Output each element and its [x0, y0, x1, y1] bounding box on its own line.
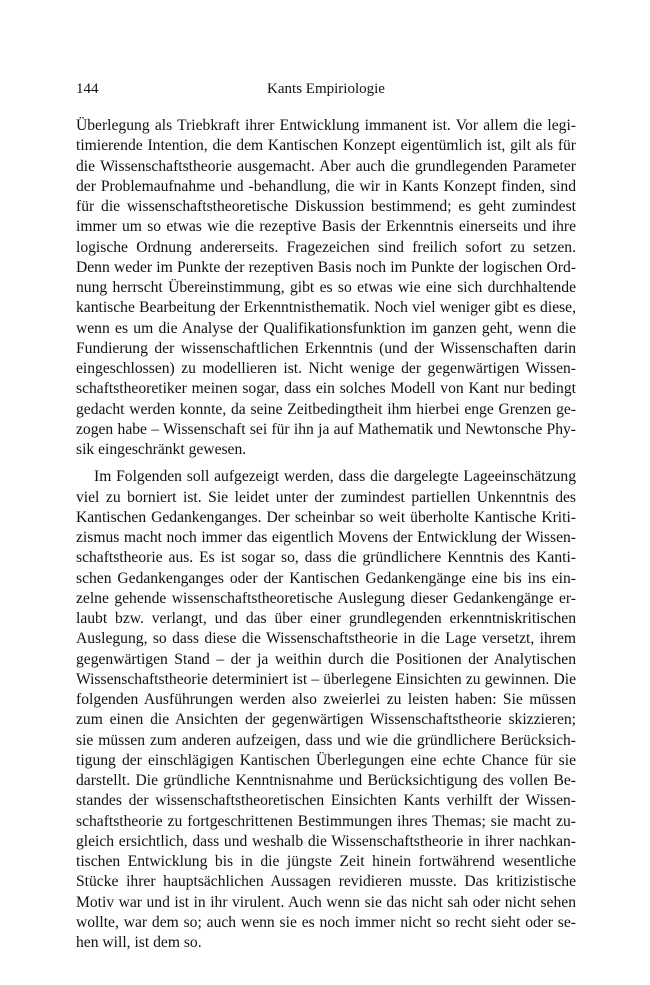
text-line: Stücke ihrer hauptsächlichen Aussagen revidieren musste. Das kritizistische	[76, 873, 576, 891]
text-line: Auslegung, so dass diese die Wissenschaftstheorie in die Lage versetzt, ihrem	[76, 630, 576, 648]
text-line: wollte, war dem so; auch wenn sie es noch immer nicht so recht sieht oder se-	[76, 913, 576, 931]
paragraph-2	[76, 467, 576, 953]
text-line: sik eingeschränkt gewesen.	[76, 441, 247, 458]
text-line: schen Gedankenganges oder der Kantischen Gedankengänge eine bis ins ein-	[76, 569, 576, 587]
text-line: eingeschlossen) zu modellieren ist. Nicht wenige der gegenwärtigen Wissen-	[76, 360, 576, 377]
text-line: Im Folgenden soll aufgezeigt werden, dass die dargelegte Lageeinschätzung	[94, 468, 576, 486]
text-line: viel zu borniert ist. Sie leidet unter der zumindest partiellen Unkenntnis des	[76, 488, 576, 506]
text-line: schaftstheoretiker meinen sogar, dass ein solches Modell von Kant nur bedingt	[76, 380, 576, 398]
text-line: folgenden Ausführungen werden also zweierlei zu leisten haben: Sie müssen	[76, 691, 576, 708]
text-line: gegenwärtigen Stand – der ja weithin durch die Positionen der Analytischen	[76, 650, 576, 668]
text-line: immer um so etwas wie die rezeptive Basis der Erkenntnis einerseits und ihre	[76, 218, 576, 236]
text-line: zelne gehende wissenschaftstheoretische Auslegung dieser Gedankengänge er-	[76, 589, 576, 607]
text-line: schaftstheorie zu fortgeschrittenen Bestimmungen ihres Themas; sie macht zu-	[76, 812, 576, 830]
text-line: timierende Intention, die dem Kantischen Konzept eigentümlich ist, gilt als für	[76, 137, 576, 155]
text-line: zum einen die Ansichten der gegenwärtigen Wissenschaftstheorie skizzieren;	[76, 711, 576, 729]
text-line: Motiv war und ist in ihr virulent. Auch wenn sie das nicht sah oder nicht sehen	[76, 893, 576, 911]
paragraph-spacer	[76, 460, 576, 467]
text-line: gleich ersichtlich, dass und weshalb die Wissenschaftstheorie in ihrer nachkan-	[76, 832, 576, 850]
text-line: schaftstheorie aus. Es ist sogar so, dass die gründlichere Kenntnis des Kanti-	[76, 549, 576, 567]
text-line: die Wissenschaftstheorie ausgemacht. Aber auch die grundlegenden Parameter	[76, 157, 576, 175]
text-line: Wissenschaftstheorie determiniert ist – überlegene Einsichten zu gewinnen. Die	[76, 670, 576, 688]
text-line: der Problemaufnahme und -behandlung, die wir in Kants Konzept finden, sind	[76, 177, 576, 195]
text-line: Denn weder im Punkte der rezeptiven Basis noch im Punkte der logischen Ord-	[76, 258, 576, 276]
text-line: standes der wissenschaftstheoretischen Einsichten Kants verhilft der Wissen-	[76, 792, 576, 810]
text-line: nung herrscht Übereinstimmung, gibt es so etwas wie eine sich durchhaltende	[76, 279, 576, 296]
text-line: wenn es um die Analyse der Qualifikationsfunktion im ganzen geht, wenn die	[76, 319, 576, 337]
text-line: logische Ordnung andererseits. Fragezeichen sind freilich sofort zu setzen.	[76, 238, 576, 256]
text-line: Fundierung der wissenschaftlichen Erkenntnis (und der Wissenschaften darin	[76, 339, 576, 357]
text-line: gedacht werden konnte, da seine Zeitbedingtheit ihm hierbei enge Grenzen ge-	[76, 400, 576, 418]
text-line: darstellt. Die gründliche Kenntnisnahme und Berücksichtigung des vollen Be-	[76, 772, 576, 789]
text-line: Kantischen Gedankenganges. Der scheinbar so weit überholte Kantische Kriti-	[76, 508, 576, 526]
text-line: laubt bzw. verlangt, und das über einer grundlegenden erkenntniskritischen	[76, 610, 576, 627]
running-title: Kants Empiriologie	[267, 81, 385, 97]
text-line: sie müssen zum anderen aufzeigen, dass und wie die gründlichere Berücksich-	[76, 731, 576, 749]
running-header	[76, 78, 576, 100]
body-text	[76, 116, 576, 953]
text-line: tigung der einschlägigen Kantischen Überlegungen eine echte Chance für sie	[76, 751, 576, 769]
text-line: tischen Entwicklung bis in die jüngste Zeit hinein fortwährend wesentliche	[76, 853, 576, 870]
text-line: zogen habe – Wissenschaft sei für ihn ja auf Mathematik und Newtonsche Phy-	[76, 420, 576, 438]
page-number: 144	[76, 81, 99, 97]
text-line: zismus macht noch immer das eigentlich Movens der Entwicklung der Wissen-	[76, 529, 576, 546]
text-line: Überlegung als Triebkraft ihrer Entwicklung immanent ist. Vor allem die legi-	[76, 117, 576, 134]
paragraph-1	[76, 116, 576, 460]
text-line: kantische Bearbeitung der Erkenntnisthematik. Noch viel weniger gibt es diese,	[76, 299, 576, 317]
text-line: hen will, ist dem so.	[76, 934, 202, 951]
text-line: für die wissenschaftstheoretische Diskussion bestimmend; es geht zumindest	[76, 198, 576, 215]
